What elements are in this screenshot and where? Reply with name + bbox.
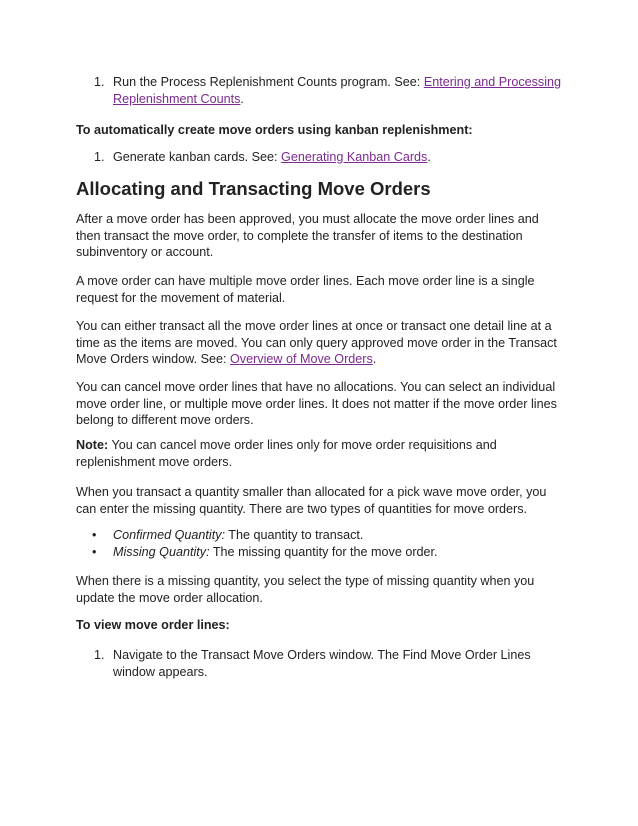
- paragraph-cancel: You can cancel move order lines that have no allocations. You can select an individual move order line, or multiple move order lines. It does not matter if the move order lines belong to different move orders.: [76, 380, 557, 427]
- bullet: •: [92, 528, 97, 542]
- paragraph-text: You can either transact all the move order lines at once or transact one detail line at a time as the items are moved. You can only query approved move order in the Transact Move Orders window. See:: [76, 319, 557, 366]
- entering-processing-replenishment-link[interactable]: Entering and Processing Replenishment Counts: [113, 75, 562, 106]
- list-item: [76, 647, 566, 680]
- note-paragraph: [76, 437, 566, 470]
- paragraph-allocate: After a move order has been approved, you must allocate the move order lines and then transact the move order, to complete the transfer of items to the destination subinventory or account.: [76, 212, 539, 259]
- list-item: [76, 149, 566, 166]
- step-text: Navigate to the Transact Move Orders window. The Find Move Order Lines window appears.: [113, 648, 531, 679]
- step-text: Run the Process Replenishment Counts program. See:: [113, 75, 424, 89]
- paragraph-punct: .: [372, 352, 377, 366]
- paragraph-multiple-lines: A move order can have multiple move order lines. Each move order line is a single request for the movement of material.: [76, 274, 535, 305]
- step-punct: .: [240, 91, 244, 106]
- step-punct: .: [427, 150, 431, 164]
- view-procedure-heading: To view move order lines:: [76, 618, 230, 632]
- kanban-steps-list: [76, 149, 566, 166]
- view-steps-list: [76, 647, 566, 680]
- list-item: [76, 74, 566, 107]
- kanban-procedure-heading: To automatically create move orders using kanban replenishment:: [76, 123, 473, 137]
- generating-kanban-cards-link[interactable]: Generating Kanban Cards: [281, 150, 428, 164]
- paragraph-transact: [76, 318, 566, 368]
- step-number: 1.: [94, 75, 105, 89]
- section-title: Allocating and Transacting Move Orders: [76, 178, 431, 199]
- paragraph-missing-quantity: When you transact a quantity smaller than allocated for a pick wave move order, you can enter the missing quantity. There are two types of quantities for move orders.: [76, 485, 547, 516]
- quantity-desc: The quantity to transact.: [225, 528, 364, 542]
- list-item: [76, 544, 566, 561]
- list-item: [76, 527, 566, 544]
- step-number: 1.: [94, 648, 105, 662]
- paragraph-missing-type: When there is a missing quantity, you select the type of missing quantity when you update the move order allocation.: [76, 574, 535, 605]
- step-number: 1.: [94, 150, 105, 164]
- step-text: Generate kanban cards. See:: [113, 150, 282, 164]
- bullet: •: [92, 544, 97, 559]
- quantity-term: Missing Quantity:: [113, 544, 210, 559]
- overview-of-move-orders-link[interactable]: Overview of Move Orders: [230, 352, 373, 366]
- quantity-desc: The missing quantity for the move order.: [209, 544, 438, 559]
- note-label: Note:: [76, 438, 109, 452]
- quantity-term: Confirmed Quantity:: [113, 528, 225, 542]
- replenishment-steps-list: [76, 74, 566, 107]
- note-text: You can cancel move order lines only for move order requisitions and replenishment move orders.: [76, 438, 497, 469]
- quantity-types-list: [76, 527, 566, 560]
